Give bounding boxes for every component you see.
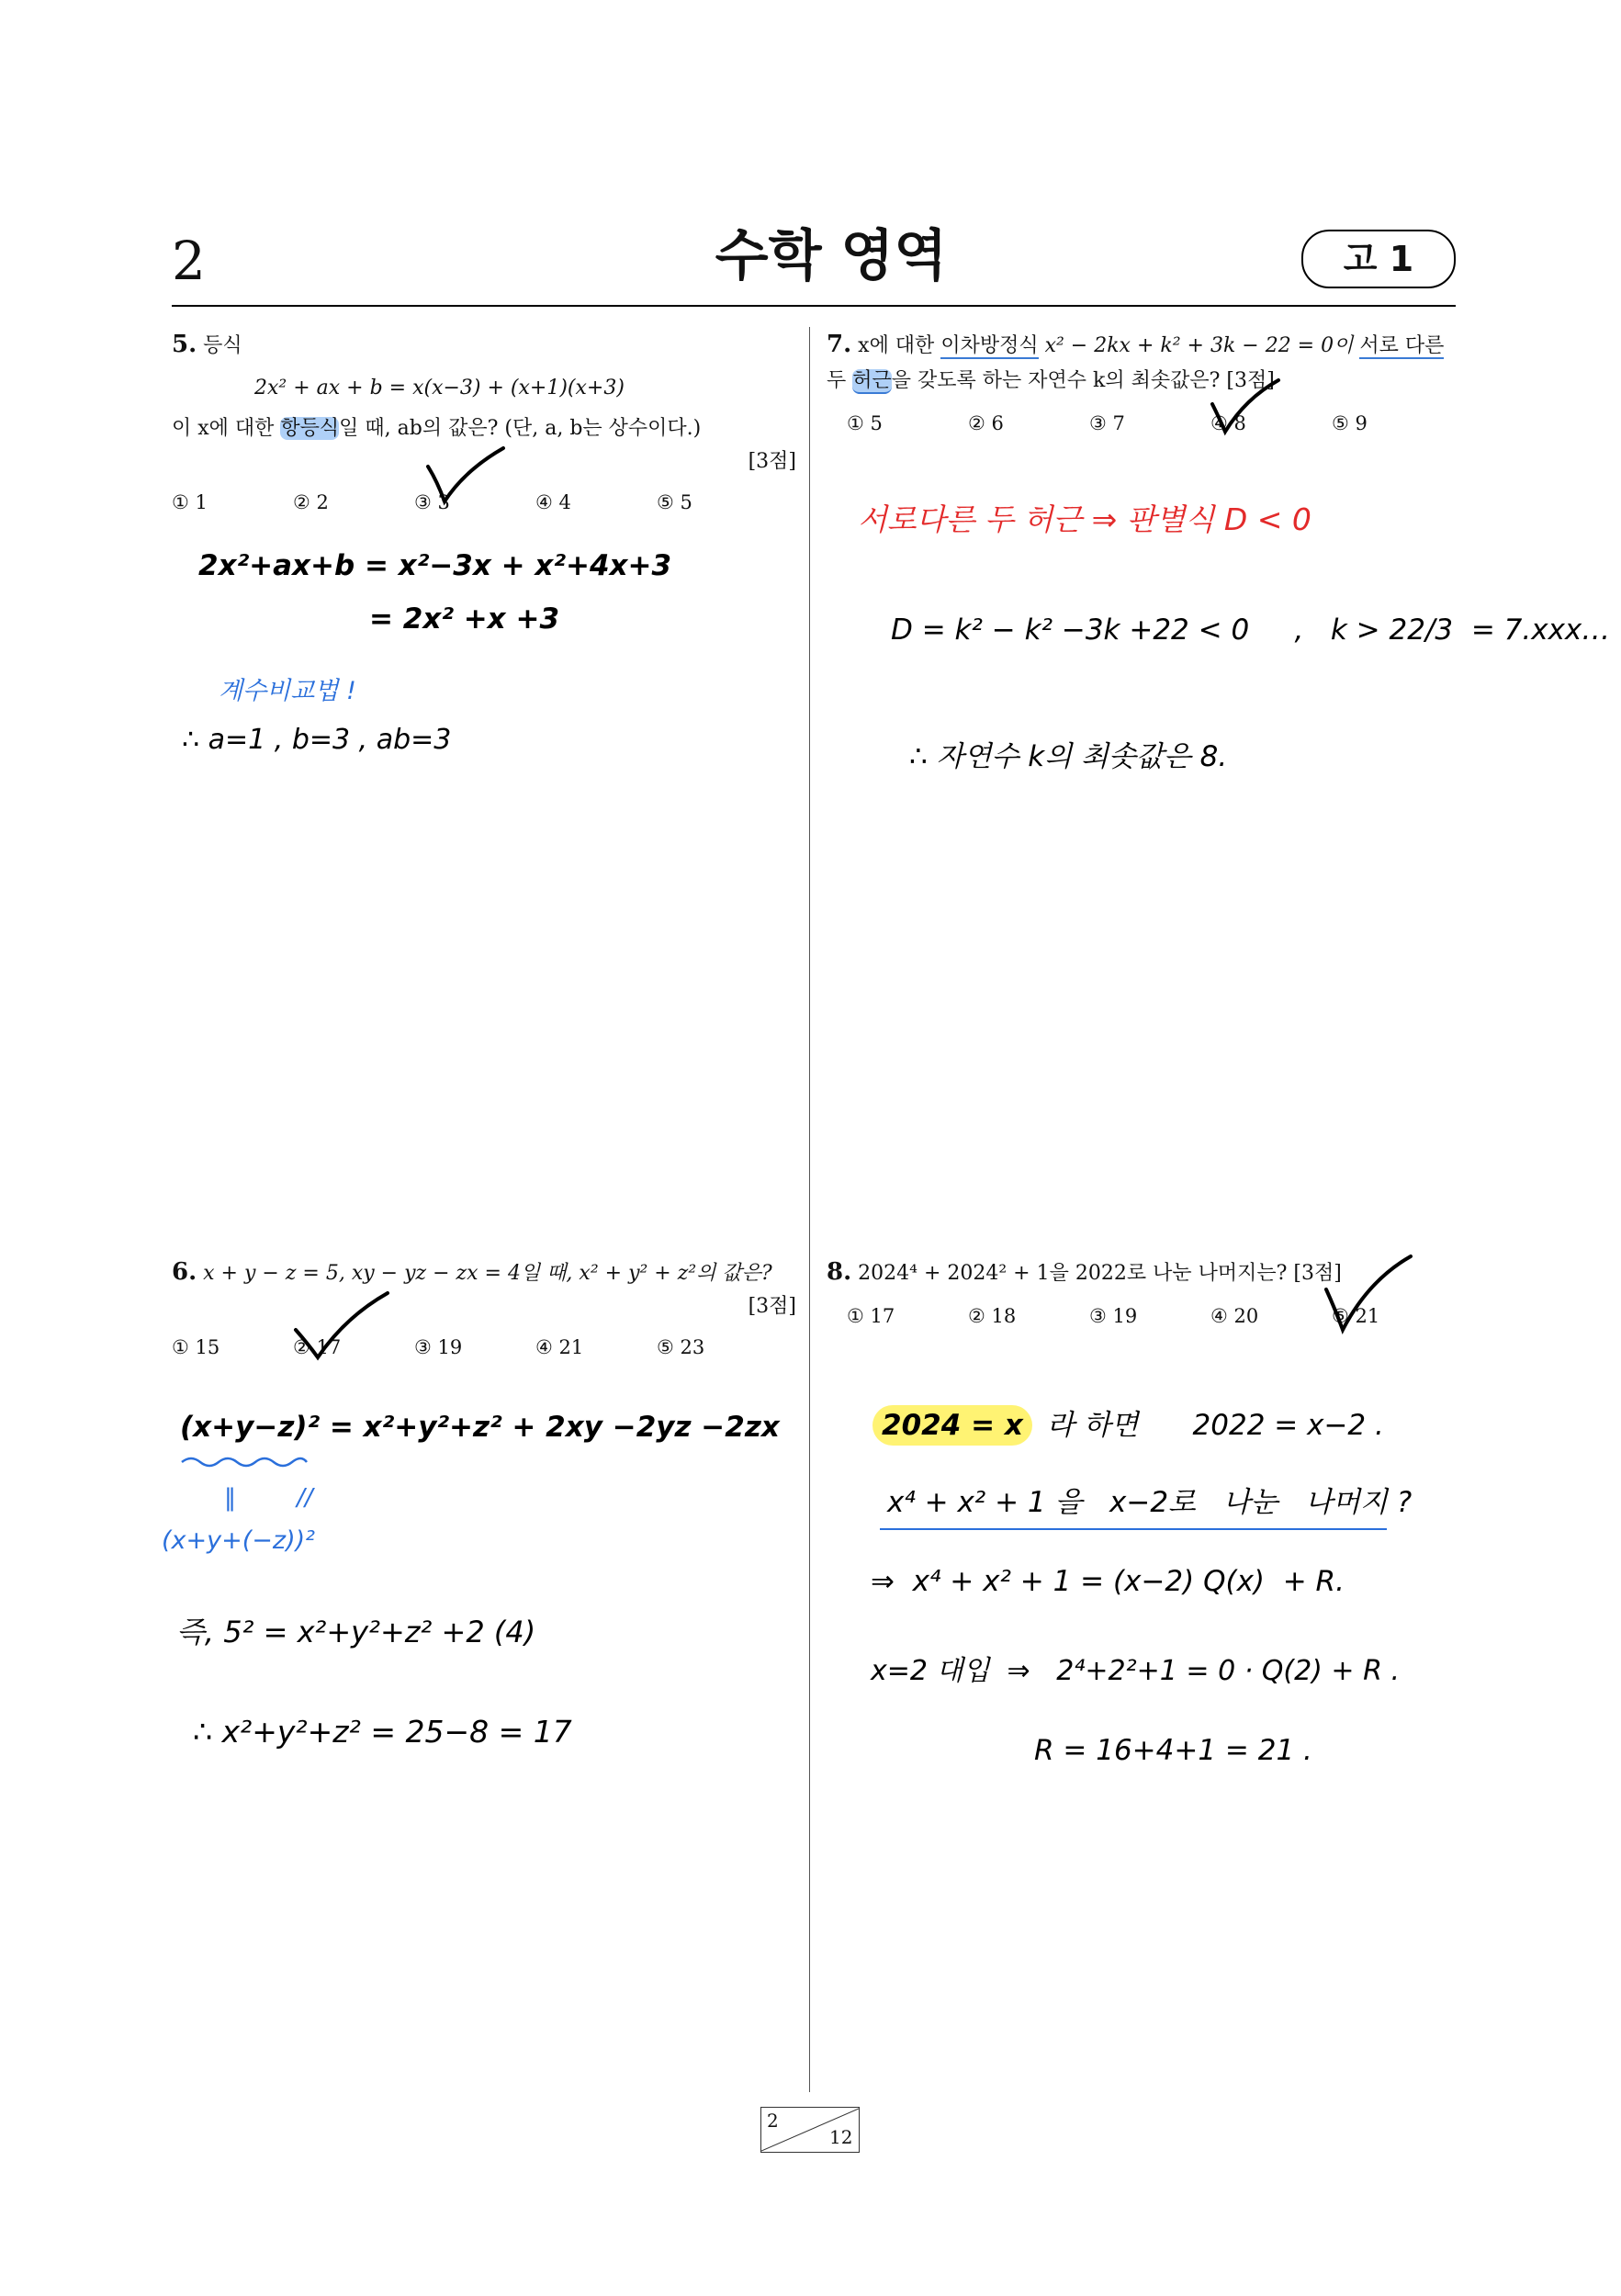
q6-choice-1[interactable]: ① 15 bbox=[172, 1336, 220, 1358]
q8-work-line1: 2024 = x 라 하면 2022 = x−2 . bbox=[872, 1401, 1384, 1443]
q7-choice-3[interactable]: ③ 7 bbox=[1089, 412, 1125, 434]
q5-choice-4[interactable]: ④ 4 bbox=[535, 491, 571, 513]
q6-equal-marks: ‖ // bbox=[224, 1484, 313, 1512]
q5-choice-1[interactable]: ① 1 bbox=[172, 491, 208, 513]
q8-work-line5: R = 16+4+1 = 21 . bbox=[1034, 1734, 1312, 1767]
q6-checkmark-icon bbox=[292, 1289, 393, 1363]
q5-points: [3점] bbox=[748, 450, 796, 473]
q8-number: 8. bbox=[827, 1258, 852, 1286]
q7-underline-2: 서로 다른 bbox=[1359, 334, 1445, 357]
q6-work-blue: (x+y+(−z))² bbox=[162, 1526, 315, 1555]
q5-choice-3[interactable]: ③ 3 bbox=[414, 491, 450, 513]
q6-choice-5[interactable]: ⑤ 23 bbox=[657, 1336, 705, 1358]
q7-choices bbox=[847, 408, 1451, 439]
q8-choice-5[interactable]: ⑤ 21 bbox=[1332, 1305, 1380, 1327]
page-total: 12 bbox=[829, 2126, 853, 2148]
q7-choice-2[interactable]: ② 6 bbox=[968, 412, 1004, 434]
q8-underline bbox=[880, 1528, 1387, 1530]
q7-choice-4[interactable]: ④ 8 bbox=[1210, 412, 1246, 434]
q8-work-line3: ⇒ x⁴ + x² + 1 = (x−2) Q(x) + R. bbox=[871, 1565, 1345, 1598]
q7-work-red: 서로다른 두 허근 ⇒ 판별식 D < 0 bbox=[858, 501, 1311, 537]
page-indicator bbox=[760, 2107, 860, 2153]
q6-number: 6. bbox=[172, 1258, 197, 1286]
q8-choice-2[interactable]: ② 18 bbox=[968, 1305, 1017, 1327]
question-6 bbox=[172, 1256, 796, 1363]
q5-work-line1: 2x²+ax+b = x²−3x + x²+4x+3 bbox=[198, 549, 672, 582]
page-current: 2 bbox=[767, 2110, 779, 2132]
q7-stem-line1: 7. x에 대한 이차방정식 x² − 2kx + k² + 3k − 22 = 0이 서로 다른 bbox=[827, 331, 1445, 358]
q5-checkmark-icon bbox=[424, 445, 507, 509]
q6-points: [3점] bbox=[748, 1295, 796, 1318]
q5-choice-2[interactable]: ② 2 bbox=[293, 491, 329, 513]
q5-stem-lead bbox=[172, 329, 796, 362]
q6-choice-2[interactable]: ② 17 bbox=[293, 1336, 342, 1358]
q5-equation: 2x² + ax + b = x(x−3) + (x+1)(x+3) bbox=[254, 377, 625, 400]
q7-checkmark-icon bbox=[1209, 377, 1282, 437]
q8-work-line2: x⁴ + x² + 1 을 x−2로 나눈 나머지 ? bbox=[887, 1486, 1413, 1519]
q6-choice-4[interactable]: ④ 21 bbox=[535, 1336, 584, 1358]
q5-work-answer: ∴ a=1 , b=3 , ab=3 bbox=[182, 724, 452, 756]
q5-work-line2: = 2x² +x +3 bbox=[369, 602, 560, 636]
q6-stem bbox=[172, 1256, 796, 1289]
q6-work-line2: 즉, 5² = x²+y²+z² +2 (4) bbox=[176, 1615, 536, 1649]
q6-text: x + y − z = 5, xy − yz − zx = 4일 때, x² + y² + z²의 값은? bbox=[203, 1262, 772, 1285]
q5-question-line: 이 x에 대한 항등식일 때, ab의 값은? (단, a, b는 상수이다.) bbox=[172, 417, 702, 440]
q7-work-line1: D = k² − k² −3k +22 < 0 , k > 22/3 = 7.xxx… bbox=[891, 613, 1611, 647]
q5-choice-5[interactable]: ⑤ 5 bbox=[657, 491, 692, 513]
q5-number: 5. bbox=[172, 331, 197, 358]
q6-work-line1: (x+y−z)² = x²+y²+z² + 2xy −2yz −2zx bbox=[180, 1411, 780, 1444]
q8-choice-1[interactable]: ① 17 bbox=[847, 1305, 895, 1327]
q6-work-line3: ∴ x²+y²+z² = 25−8 = 17 bbox=[193, 1714, 572, 1750]
q5-lead: 등식 bbox=[203, 334, 242, 357]
header-rule bbox=[172, 305, 1456, 307]
q7-choice-5[interactable]: ⑤ 9 bbox=[1332, 412, 1368, 434]
q8-choice-3[interactable]: ③ 19 bbox=[1089, 1305, 1138, 1327]
page-title: 수학 영역 bbox=[715, 224, 948, 288]
grade-label: 고 1 bbox=[1343, 239, 1414, 279]
q6-choice-3[interactable]: ③ 19 bbox=[414, 1336, 463, 1358]
q7-underline-1: 이차방정식 bbox=[940, 334, 1039, 357]
q7-highlight: 허근 bbox=[852, 369, 892, 392]
q5-work-method: 계수비교법 ! bbox=[219, 677, 356, 705]
q7-choice-1[interactable]: ① 5 bbox=[847, 412, 883, 434]
q8-work-line4: x=2 대입 ⇒ 2⁴+2²+1 = 0 · Q(2) + R . bbox=[871, 1655, 1401, 1687]
q7-work-answer: ∴ 자연수 k의 최솟값은 8. bbox=[909, 740, 1228, 773]
q7-stem-line2: 두 허근을 갖도록 하는 자연수 k의 최솟값은? [3점] bbox=[827, 369, 1275, 392]
q6-wavy-underline-icon bbox=[180, 1453, 309, 1471]
q5-highlight: 항등식 bbox=[280, 417, 340, 440]
q6-choices bbox=[172, 1332, 796, 1363]
q7-number: 7. bbox=[827, 331, 852, 358]
question-7 bbox=[827, 329, 1451, 439]
q8-yellow-highlight: 2024 = x bbox=[872, 1405, 1032, 1446]
q8-checkmark-icon bbox=[1323, 1253, 1414, 1335]
q8-choice-4[interactable]: ④ 20 bbox=[1210, 1305, 1259, 1327]
grade-badge bbox=[1301, 230, 1456, 288]
column-divider bbox=[809, 327, 810, 2092]
q8-text: 2024⁴ + 2024² + 1을 2022로 나눈 나머지는? [3점] bbox=[858, 1262, 1342, 1285]
page-number: 2 bbox=[172, 230, 206, 292]
